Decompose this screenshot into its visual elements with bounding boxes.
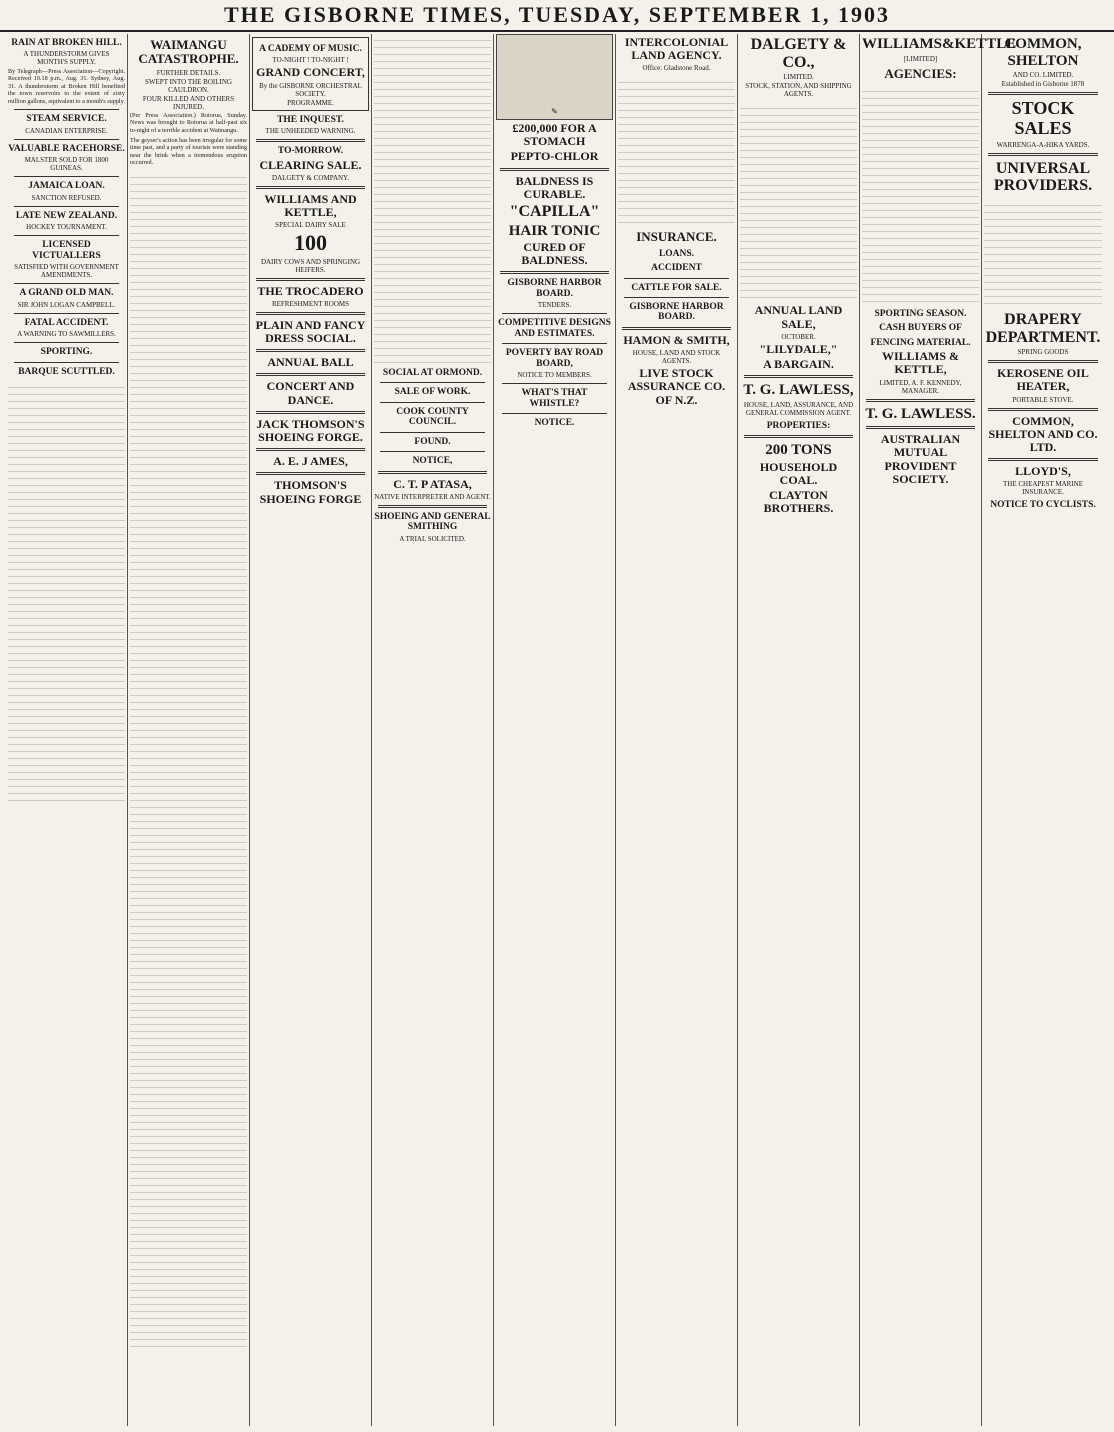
text-block	[8, 381, 125, 801]
column-1	[6, 34, 128, 1426]
headline: SOCIAL AT ORMOND.	[382, 368, 483, 378]
column-8	[860, 34, 1017, 1426]
divider	[988, 458, 1098, 461]
subheadline: CANADIAN ENTERPRISE.	[25, 126, 108, 135]
subheadline: DAIRY COWS AND SPRINGING HEIFERS.	[260, 257, 361, 274]
subheadline: LIMITED, A. F. KENNEDY, MANAGER.	[879, 378, 962, 395]
subheadline: MALSTER SOLD FOR 1800 GUINEAS.	[24, 156, 109, 173]
divider	[380, 402, 485, 403]
ad-title: LLOYD'S,	[1015, 464, 1071, 479]
article-text: (Per Press Association.) Rotorua, Sunday. News was brought to Rotorua at half-past six to-night of a terrible accident at Waimangu.	[130, 111, 247, 134]
ad-title: CURED OF BALDNESS.	[521, 240, 588, 268]
divider	[744, 375, 853, 378]
subheadline: OCTOBER.	[781, 332, 816, 341]
masthead-title: THE GISBORNE TIMES, TUESDAY, SEPTEMBER 1, 1903	[0, 0, 1114, 32]
headline: PROPERTIES:	[766, 420, 831, 431]
divider	[744, 435, 853, 438]
subheadline: AND CO. LIMITED.	[1012, 71, 1074, 79]
subheadline: HOCKEY TOURNAMENT.	[26, 223, 107, 232]
ad-title: "CAPILLA"	[509, 202, 600, 220]
headline: CATTLE FOR SALE.	[631, 282, 722, 293]
subheadline: SPRING GOODS	[1017, 348, 1069, 357]
headline: AGENCIES:	[884, 65, 957, 81]
headline: GISBORNE HARBOR BOARD.	[507, 278, 602, 299]
subheadline: TO-NIGHT ! TO-NIGHT !	[272, 56, 349, 65]
divider	[14, 176, 119, 177]
column-3	[250, 34, 372, 1426]
divider	[256, 186, 365, 189]
column-5	[494, 34, 616, 1426]
subheadline: FOUR KILLED AND OTHERS INJURED.	[142, 94, 235, 111]
ad-title: INTERCOLONIAL LAND AGENCY.	[624, 35, 729, 63]
divider	[380, 451, 485, 452]
subheadline: SIR JOHN LOGAN CAMPBELL.	[17, 300, 116, 309]
subheadline: TENDERS.	[537, 301, 572, 310]
ad-title: ANNUAL LAND SALE,	[754, 303, 843, 331]
divider	[622, 327, 731, 330]
divider	[500, 271, 609, 274]
text-block	[618, 76, 735, 226]
headline: WHAT'S THAT WHISTLE?	[521, 388, 588, 409]
ad-title: AUSTRALIAN MUTUAL PROVIDENT SOCIETY.	[880, 432, 961, 486]
divider	[624, 278, 729, 279]
ad-title: "LILYDALE,"	[759, 341, 838, 356]
divider	[988, 360, 1098, 363]
article-text: The geyser's action has been irregular for some time past, and a party of tourists were standing near the brink when a tremendous eruption occurred.	[130, 136, 247, 167]
ad-title: UNIVERSAL PROVIDERS.	[993, 159, 1093, 195]
headline: LATE NEW ZEALAND.	[15, 210, 118, 221]
ad-title: A. E. J AMES,	[273, 454, 348, 469]
divider	[256, 312, 365, 315]
ad-title: CONCERT AND DANCE.	[266, 379, 355, 407]
headline: ACCIDENT	[651, 263, 702, 274]
divider	[988, 92, 1098, 95]
ad-title: 100	[294, 230, 327, 256]
subheadline: SPECIAL DAIRY SALE	[275, 221, 346, 230]
subheadline: FURTHER DETAILS.	[156, 68, 221, 77]
column-4	[372, 34, 494, 1426]
columns	[6, 34, 1108, 1426]
illustration	[496, 34, 613, 120]
headline: A GRAND OLD MAN.	[19, 288, 114, 299]
divider	[14, 139, 119, 140]
headline: SPORTING.	[40, 347, 93, 358]
ad-title: LIVE STOCK ASSURANCE CO. OF N.Z.	[627, 366, 726, 407]
subheadline: By the GISBORNE ORCHESTRAL SOCIETY.	[259, 81, 362, 98]
text-block	[374, 34, 491, 364]
ad-title: PEPTO-CHLOR	[510, 149, 599, 164]
ad-title: A BARGAIN.	[763, 356, 834, 371]
subheadline: REFRESHMENT ROOMS	[271, 299, 350, 308]
divider	[988, 153, 1098, 156]
headline: SALE OF WORK.	[394, 387, 471, 398]
divider	[256, 373, 365, 376]
divider	[502, 343, 607, 344]
divider	[14, 342, 119, 343]
headline: VALUABLE RACEHORSE.	[8, 143, 125, 154]
headline: COMPETITIVE DESIGNS AND ESTIMATES.	[498, 318, 611, 339]
subheadline: SATISFIED WITH GOVERNMENT AMENDMENTS.	[14, 263, 119, 280]
ad-title: KEROSENE OIL HEATER,	[997, 366, 1089, 394]
divider	[256, 448, 365, 451]
divider	[378, 505, 487, 508]
text-block	[984, 199, 1102, 309]
divider	[14, 235, 119, 236]
subheadline: HOUSE, LAND, ASSURANCE, AND GENERAL COMMISSION AGENT.	[743, 400, 854, 417]
subheadline: STOCK, STATION, AND SHIPPING AGENTS.	[745, 82, 852, 99]
headline: A CADEMY OF MUSIC.	[259, 44, 362, 54]
ad-title: CLAYTON BROTHERS.	[763, 488, 834, 516]
headline: LICENSED VICTUALLERS	[32, 240, 101, 261]
divider	[256, 278, 365, 281]
ad-title: COMMON, SHELTON AND CO. LTD.	[988, 413, 1098, 454]
headline: NOTICE.	[534, 418, 575, 428]
divider	[256, 472, 365, 475]
headline: COOK COUNTY COUNCIL.	[396, 406, 469, 428]
ad-title: WILLIAMS AND KETTLE,	[264, 191, 357, 220]
divider	[866, 399, 975, 402]
subheadline: A TRIAL SOLICITED.	[399, 534, 466, 543]
divider	[502, 413, 607, 414]
text-block	[740, 102, 857, 302]
subheadline: A THUNDERSTORM GIVES MONTH'S SUPPLY.	[23, 50, 110, 67]
ad-title: GRAND CONCERT,	[256, 65, 365, 80]
headline: LOANS.	[658, 248, 695, 259]
headline: THE INQUEST.	[277, 114, 344, 125]
ad-title: 200 TONS	[765, 442, 832, 459]
headline: INSURANCE.	[636, 229, 717, 245]
ad-title: HAIR TONIC	[508, 222, 601, 239]
subheadline: THE UNHEEDED WARNING.	[265, 127, 356, 136]
subheadline: DALGETY & COMPANY.	[272, 173, 349, 182]
headline: FENCING MATERIAL.	[870, 337, 971, 348]
subheadline: NATIVE INTERPRETER AND AGENT.	[374, 492, 491, 501]
ad-title: ANNUAL BALL	[267, 355, 354, 370]
divider	[14, 206, 119, 207]
ad-title: CLEARING SALE.	[259, 157, 362, 172]
subheadline: WARRENGA-A-HIKA YARDS.	[996, 140, 1090, 149]
subheadline: PORTABLE STOVE.	[1012, 395, 1074, 404]
divider	[256, 411, 365, 414]
headline: WAIMANGU CATASTROPHE.	[138, 37, 239, 67]
ad-title: DRAPERY DEPARTMENT.	[985, 310, 1101, 346]
headline: STEAM SERVICE.	[26, 114, 107, 125]
headline: NOTICE,	[412, 456, 453, 467]
illustration-caption: ✎	[551, 107, 558, 116]
text-block	[130, 171, 247, 1351]
article-text: By Telegraph—Press Association—Copyright. Received 10.18 p.m., Aug. 31. Sydney, Aug. 31. A thunderstorm at Broken Hill benefited the town reservoirs to the extent of sixty million gallons, equivalent to a month's supply.	[8, 67, 125, 105]
subheadline: Established in Gisborne 1878	[1001, 80, 1085, 89]
divider	[256, 349, 365, 352]
headline: BARQUE SCUTTLED.	[18, 366, 115, 377]
headline: RAIN AT BROKEN HILL.	[11, 38, 122, 48]
divider	[14, 313, 119, 314]
ad-title: £200,000 FOR A STOMACH	[512, 121, 597, 149]
headline: POVERTY BAY ROAD BOARD,	[505, 348, 604, 369]
ad-title: T. G. LAWLESS.	[865, 405, 976, 422]
divider	[624, 297, 729, 298]
subheadline: PROGRAMME.	[287, 98, 334, 107]
subheadline: THE CHEAPEST MARINE INSURANCE.	[1003, 480, 1083, 497]
column-7	[738, 34, 860, 1426]
ad-title: WILLIAMS & KETTLE,	[881, 349, 959, 377]
subheadline: SWEPT INTO THE BOILING CAULDRON.	[145, 77, 232, 94]
ad-title: THOMSON'S SHOEING FORGE	[259, 478, 362, 506]
column-2	[128, 34, 250, 1426]
concert-ad	[252, 37, 369, 111]
subheadline: [LIMITED]	[903, 54, 938, 63]
headline: CASH BUYERS OF	[879, 323, 962, 334]
ad-title: COMMON, SHELTON	[1004, 36, 1082, 69]
divider	[14, 362, 119, 363]
divider	[380, 382, 485, 383]
ad-title: T. G. LAWLESS,	[743, 382, 854, 399]
divider	[380, 432, 485, 433]
headline: NOTICE TO CYCLISTS.	[990, 500, 1096, 511]
headline: FOUND.	[414, 436, 451, 447]
ad-title: THE TROCADERO	[257, 283, 364, 298]
column-6	[616, 34, 738, 1426]
divider	[502, 313, 607, 314]
subheadline: SANCTION REFUSED.	[31, 193, 102, 202]
divider	[256, 139, 365, 142]
ad-title: DALGETY & CO.,	[750, 36, 847, 71]
column-9	[982, 34, 1104, 1426]
headline: GISBORNE HARBOR BOARD.	[629, 302, 724, 323]
ad-title: BALDNESS IS CURABLE.	[515, 173, 594, 201]
divider	[502, 383, 607, 384]
subheadline: Office: Gladstone Road.	[642, 64, 711, 73]
ad-title: HAMON & SMITH,	[623, 332, 730, 347]
divider	[378, 471, 487, 474]
headline: TO-MORROW.	[277, 146, 344, 157]
subheadline: NOTICE TO MEMBERS.	[517, 371, 592, 380]
divider	[500, 168, 609, 171]
subheadline: LIMITED.	[783, 73, 814, 82]
ad-title: HOUSEHOLD COAL.	[759, 459, 838, 487]
headline: JAMAICA LOAN.	[28, 181, 105, 192]
subheadline: A WARNING TO SAWMILLERS.	[17, 330, 116, 339]
ad-title: JACK THOMSON'S SHOEING FORGE.	[256, 416, 365, 445]
divider	[14, 109, 119, 110]
headline: SPORTING SEASON.	[874, 308, 967, 319]
subheadline: HOUSE, LAND AND STOCK AGENTS.	[632, 349, 721, 366]
ad-title: PLAIN AND FANCY DRESS SOCIAL.	[255, 317, 366, 346]
divider	[988, 408, 1098, 411]
text-block	[862, 85, 979, 305]
headline: SHOEING AND GENERAL SMITHING	[374, 511, 491, 533]
ad-title: WILLIAMS&KETTLE	[862, 36, 1017, 52]
divider	[14, 283, 119, 284]
ad-title: STOCK SALES	[1011, 98, 1075, 138]
headline: FATAL ACCIDENT.	[24, 317, 109, 328]
divider	[866, 426, 975, 429]
ad-title: C. T. P ATASA,	[393, 476, 472, 491]
